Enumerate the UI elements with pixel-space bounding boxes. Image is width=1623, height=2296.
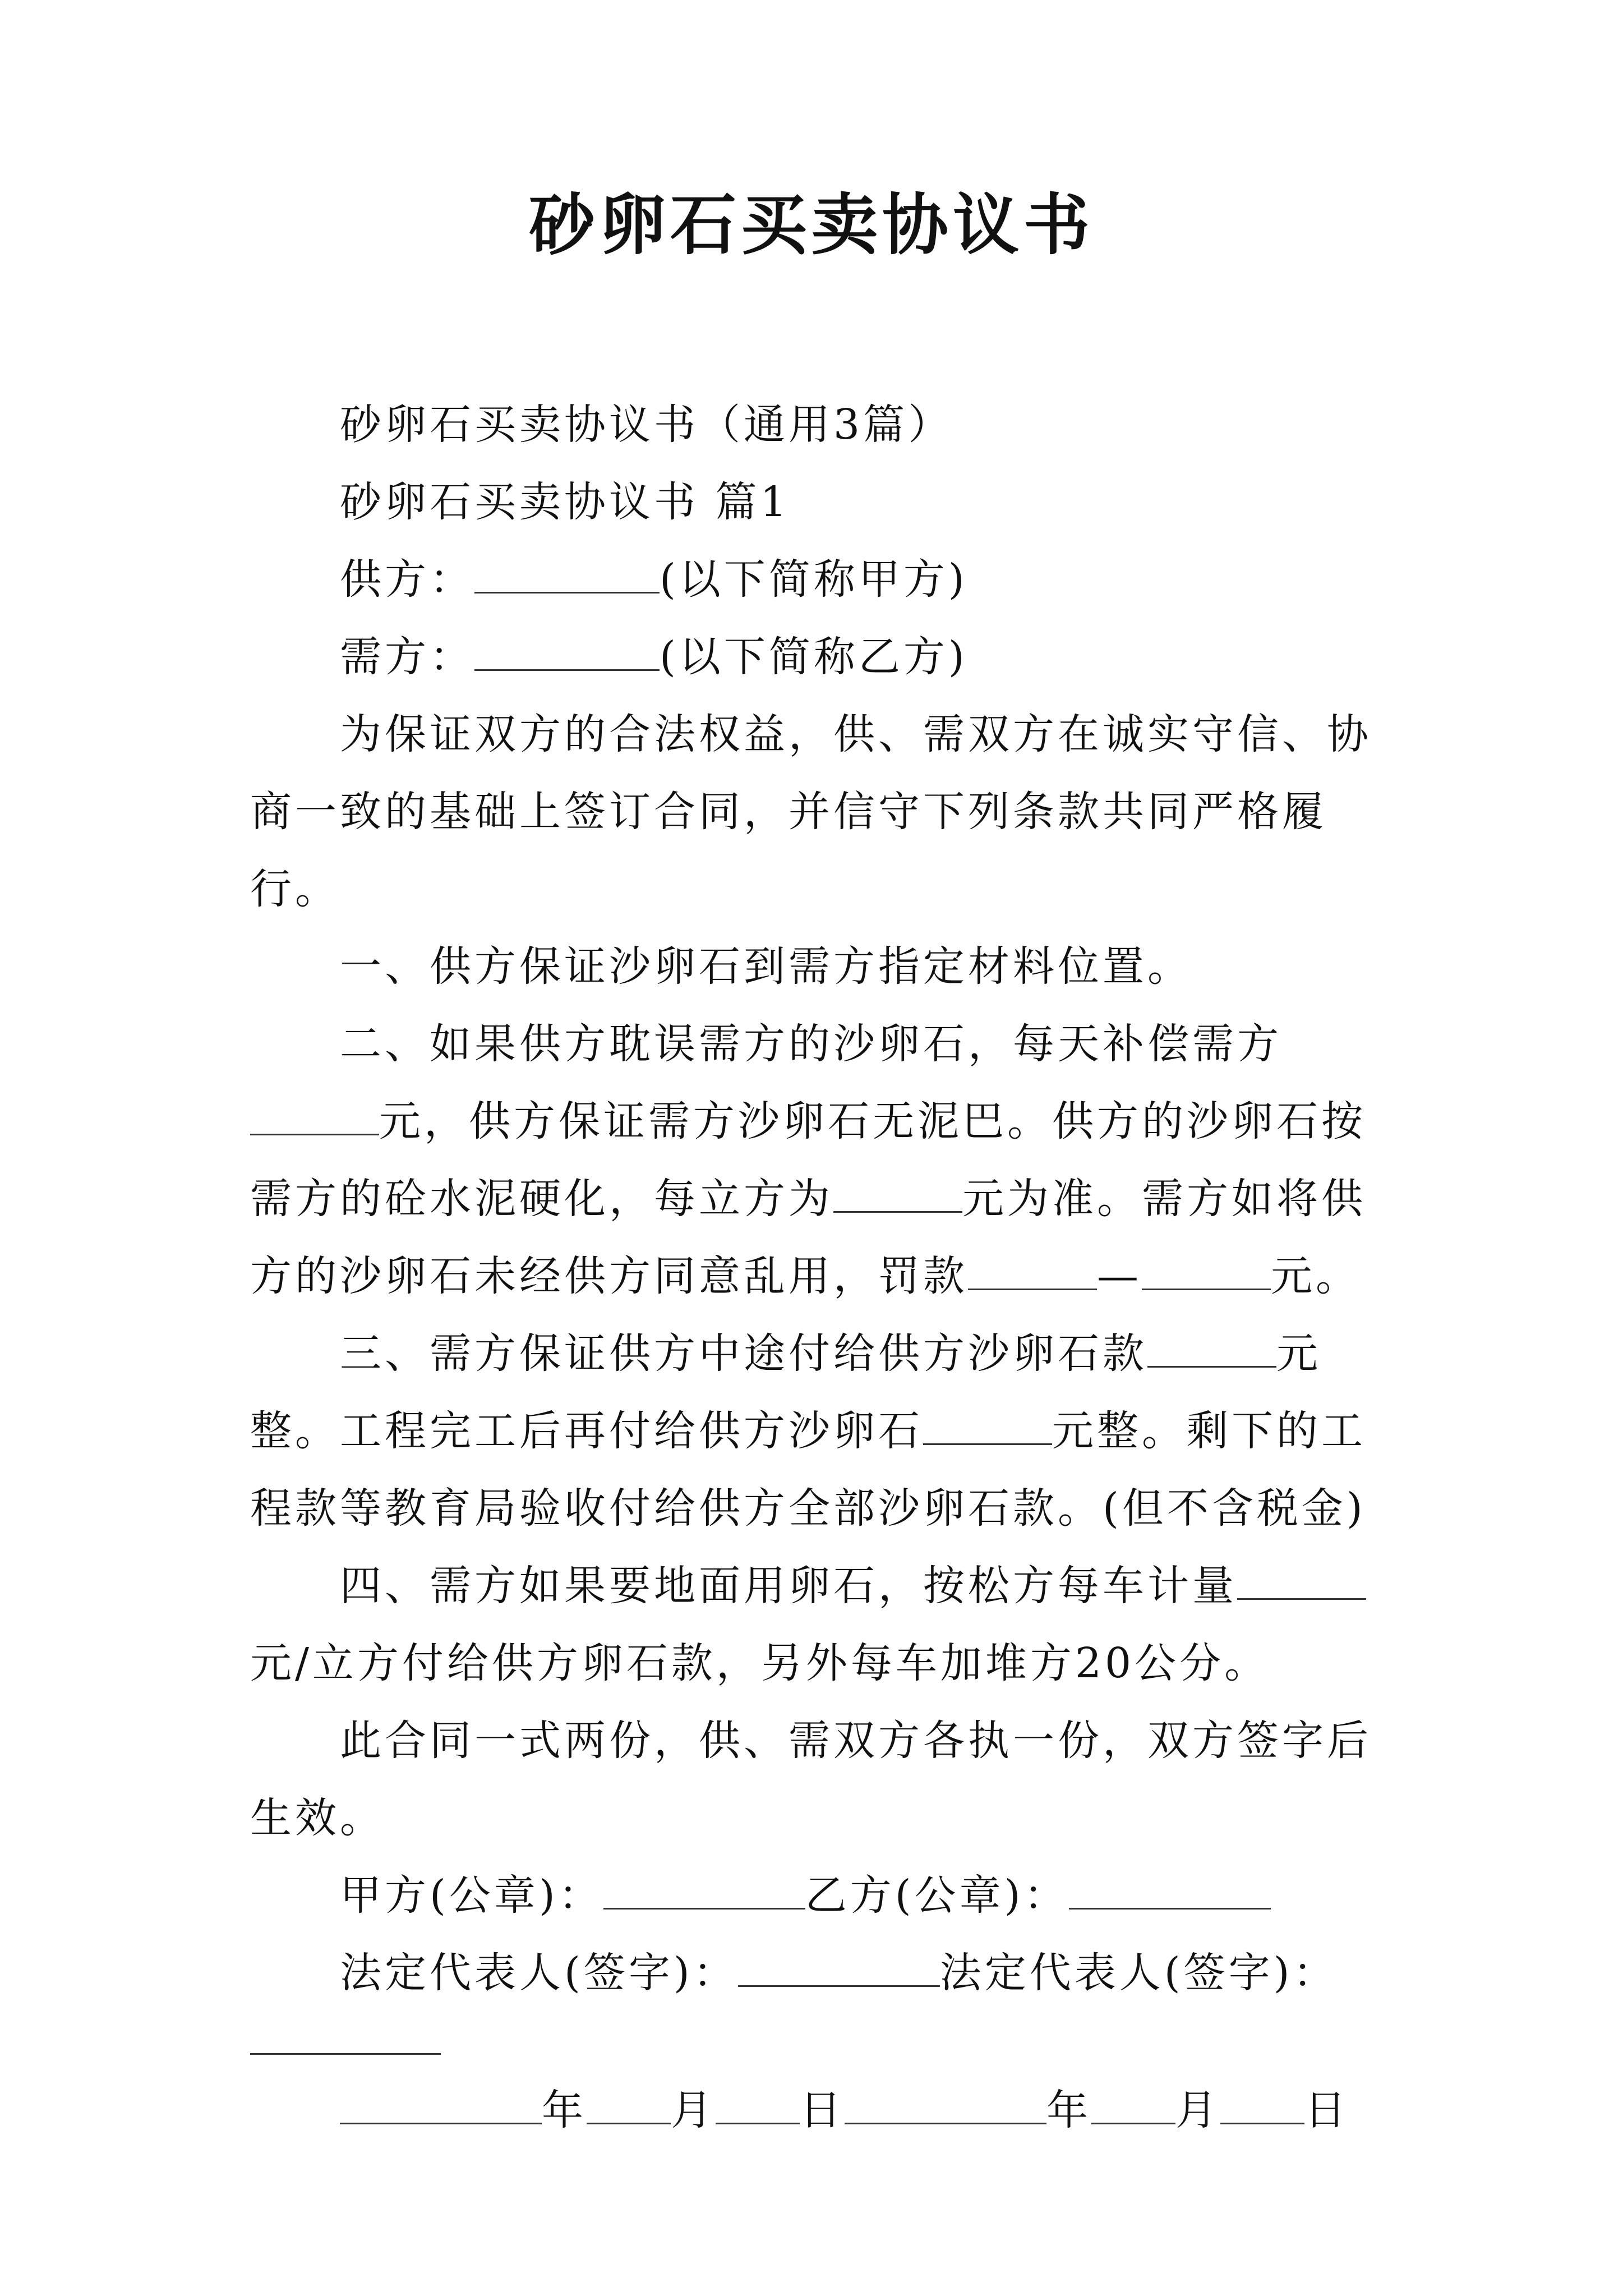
document-body — [250, 386, 1387, 2149]
section-heading: 砂卵石买卖协议书 篇1 — [340, 478, 790, 526]
document-title: 砂卵石买卖协议书 — [528, 186, 1094, 264]
buyer-line: 需方： (以下简称乙方) — [340, 633, 968, 681]
completion-payment-blank[interactable] — [923, 1409, 1052, 1445]
legal-rep-b-blank[interactable] — [250, 2012, 441, 2055]
clause-2: 二、如果供方耽误需方的沙卵石，每天补偿需方元，供方保证需方沙卵石无泥巴。供方的沙卵石按需方的砼水泥硬化，每立方为 元为准。需方如将供方的沙卵石未经供方同意乱用，罚款 — 元。 — [250, 1020, 1366, 1300]
seal-line: 甲方(公章)： 乙方(公章)： — [250, 1857, 1387, 1934]
unit-price-blank[interactable] — [833, 1176, 962, 1213]
intro-paragraph: 为保证双方的合法权益，供、需双方在诚实守信、协商一致的基础上签订合同，并信守下列条款共同严格履行。 — [250, 710, 1372, 913]
legal-rep-line: 法定代表人(签字)： 法定代表人(签字)： — [340, 1949, 1338, 1997]
penalty-min-blank[interactable] — [968, 1254, 1097, 1290]
year-b-blank[interactable] — [845, 2088, 1046, 2124]
day-a-blank[interactable] — [716, 2088, 800, 2124]
per-cubic-price-blank[interactable] — [1237, 1563, 1366, 1600]
closing-paragraph: 此合同一式两份，供、需双方各执一份，双方签字后生效。 — [250, 1717, 1372, 1842]
clause-3: 三、需方保证供方中途付给供方沙卵石款 元整。工程完工后再付给供方沙卵石 元整。剩下的工程款等教育局验收付给供方全部沙卵石款。(但不含税金) — [250, 1329, 1366, 1533]
party-b-seal-blank[interactable] — [1069, 1873, 1271, 1910]
day-b-blank[interactable] — [1220, 2088, 1304, 2124]
party-a-seal-blank[interactable] — [603, 1873, 805, 1910]
year-a-blank[interactable] — [340, 2088, 542, 2124]
buyer-blank[interactable] — [474, 634, 660, 671]
penalty-max-blank[interactable] — [1142, 1254, 1271, 1290]
daily-compensation-blank[interactable] — [250, 1099, 379, 1135]
month-b-blank[interactable] — [1091, 2088, 1175, 2124]
clause-4: 四、需方如果要地面用卵石，按松方每车计量元/立方付给供方卵石款，另外每车加堆方20公分。 — [250, 1547, 1387, 1702]
midway-payment-blank[interactable] — [1147, 1331, 1276, 1368]
month-a-blank[interactable] — [587, 2088, 671, 2124]
clause-1: 一、供方保证沙卵石到需方指定材料位置。 — [340, 942, 1192, 991]
subtitle: 砂卵石买卖协议书（通用3篇） — [340, 401, 953, 449]
supplier-blank[interactable] — [474, 557, 660, 593]
date-line: 年 月 日 年 月 日 — [250, 2072, 1387, 2149]
supplier-line: 供方： (以下简称甲方) — [340, 555, 968, 604]
legal-rep-a-blank[interactable] — [738, 1950, 940, 1987]
